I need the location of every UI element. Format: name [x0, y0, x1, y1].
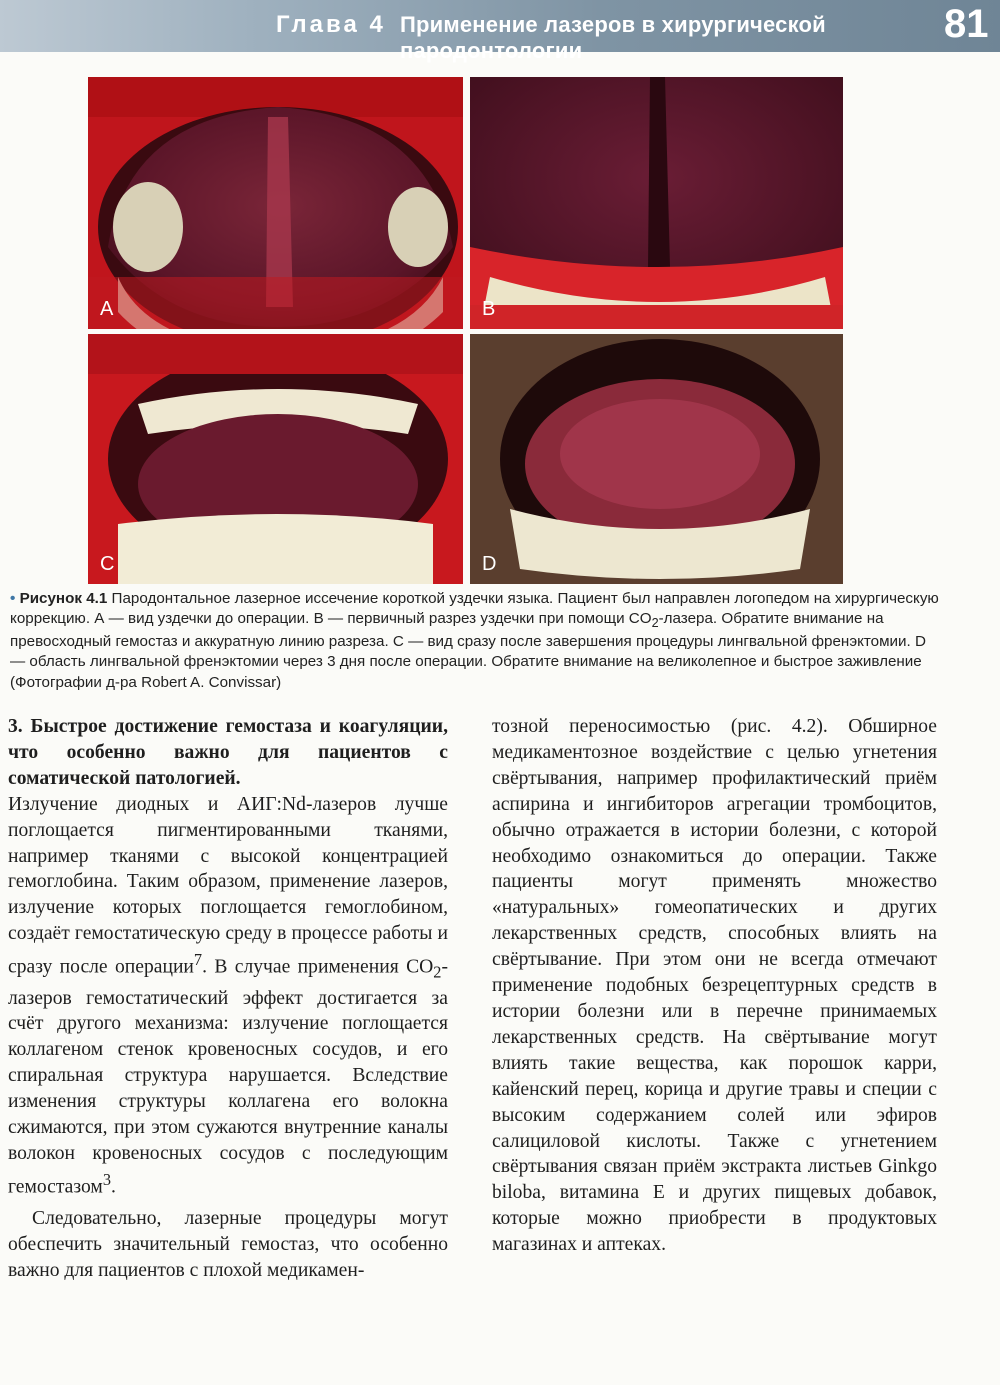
paragraph-1-part-c: -лазеров гемостатический эффект достигается за счёт другого механизма: излучение поглощается коллагеном стенок кровеносных сосудов, и его спиральная структура нарушается. Вследствие изменения структуры коллагена его волокна сжимаются, при этом сужаются внутренние каналы волокон кровеносных сосудов с последующим гемостазом — [8, 956, 448, 1198]
right-column — [492, 714, 937, 1258]
caption-bullet-icon: • — [10, 590, 16, 607]
paragraph-1-part-b: . В случае применения CO — [202, 956, 434, 978]
figure-panel-a — [88, 77, 463, 329]
panel-label-b: B — [482, 298, 496, 320]
figure-caption — [10, 589, 945, 693]
panel-label-a: A — [100, 298, 114, 320]
paragraph-1-part-d: . — [110, 1176, 116, 1198]
list-item-heading: 3. Быстрое достижение гемостаза и коагуляции, что особенно важно для пациентов с соматической патологией. — [8, 716, 448, 789]
caption-subscript: 2 — [651, 616, 659, 631]
paragraph-3: тозной переносимостью (рис. 4.2). Обширное медикаментозное воздействие с целью угнетения свёртывания, например профилактический приём аспирина и ингибиторов агрегации тромбоцитов, обычно отражается в истории болезни, с которой необходимо ознакомиться до операции. Также пациенты могут применять множество «натуральных» гомеопатических и других лекарственных средств, способных влиять на свёртывание. При этом они не всегда отмечают применение подобных безрецептурных средств в истории болезни или в перечне принимаемых лекарственных средств. На свёртывание могут влиять такие вещества, как порошок карри, кайенский перец, корица и другие травы и специи с высоким содержанием солей или эфиров салициловой кислоты. Также с угнетением свёртывания связан приём экстракта листьев Ginkgo biloba, витамина Е и других пищевых добавок, которые можно приобрести в продуктовых магазинах и аптеках. — [492, 716, 937, 1256]
page-number: 81 — [944, 2, 989, 46]
panel-label-d: D — [482, 553, 497, 575]
paragraph-1-part-a: Излучение диодных и АИГ:Nd-лазеров лучше поглощается пигментированными тканями, например тканями с высокой концентрацией гемоглобина. Таким образом, применение лазеров, излучение которых поглощается гемоглобином, создаёт гемостатическую среду в процессе работы и сразу после операции — [8, 793, 448, 978]
figure-panel-b — [470, 77, 843, 329]
footnote-ref-3: 3 — [102, 1169, 111, 1189]
figure-panel-c — [88, 334, 463, 584]
caption-text-part2: -лазера. Обратите внимание на превосходный гемостаз и аккуратную линию разреза. С — вид сразу после завершения процедуры лингвальной френэктомии. D — область лингвальной френэктомии через 3 дня после операции. Обратите внимание на великолепное и быстрое заживление (Фотографии д-ра Robert A. Convissar) — [10, 610, 926, 691]
left-column — [8, 714, 448, 1284]
panel-label-c: C — [100, 553, 115, 575]
footnote-ref-7: 7 — [193, 950, 203, 970]
paragraph-2: Следовательно, лазерные процедуры могут обеспечить значительный гемостаз, что особенно важно для пациентов с плохой медикамен- — [8, 1208, 448, 1282]
caption-text-part1: Пародонтальное лазерное иссечение короткой уздечки языка. Пациент был направлен логопедом на хирургическую коррекцию. А — вид уздечки до операции. В — первичный разрез уздечки при помощи CO — [10, 590, 939, 628]
chapter-label: Глава 4 — [276, 11, 386, 38]
caption-label: Рисунок 4.1 — [19, 590, 108, 607]
figure-panel-d — [470, 334, 843, 584]
chapter-title: Применение лазеров в хирургической пародонтологии — [400, 12, 826, 63]
paragraph-1 — [8, 792, 448, 1201]
co2-subscript: 2 — [433, 962, 442, 982]
running-header — [0, 0, 1000, 63]
